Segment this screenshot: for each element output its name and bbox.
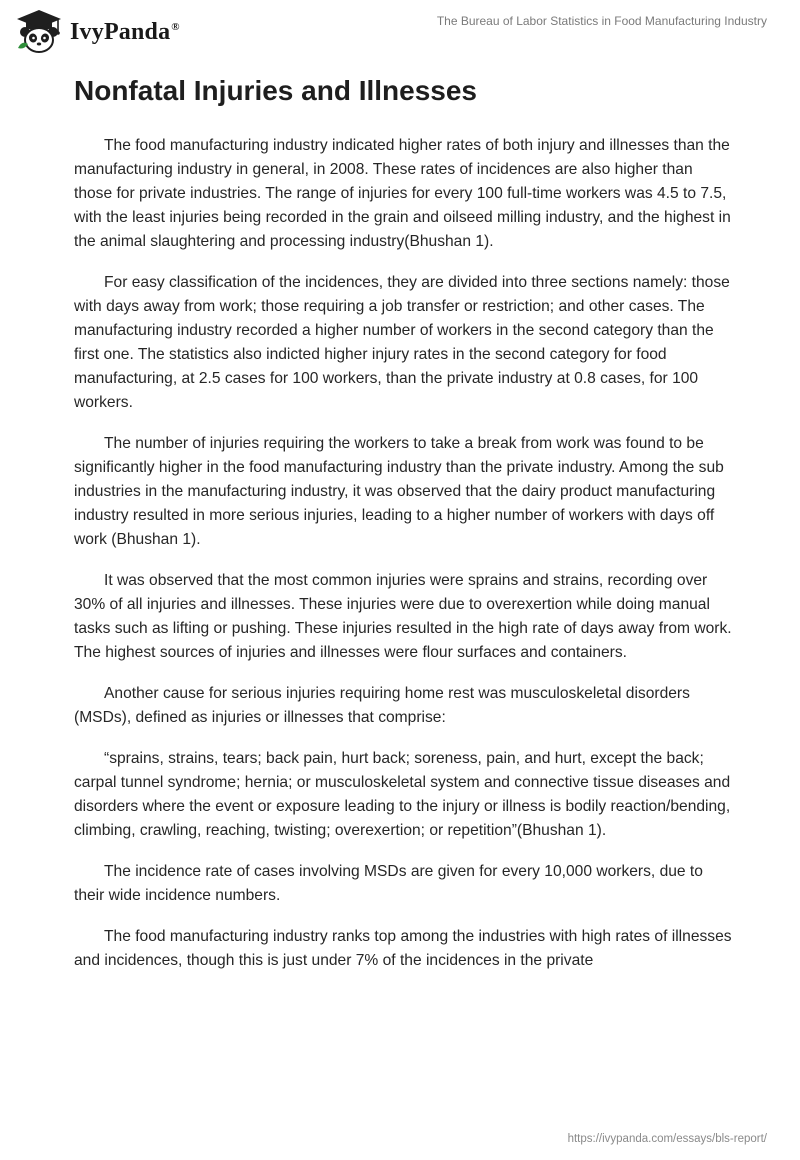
- document-title: The Bureau of Labor Statistics in Food Manufacturing Industry: [436, 14, 767, 28]
- block-quote: “sprains, strains, tears; back pain, hurt back; soreness, pain, and hurt, except the back; carpal tunnel syndrome; hernia; or musculoskeletal system and connective tissue diseases and disorders where the event or exposure leading to the injury or illness is bodily reaction/bending, climbing, crawling, reaching, twisting; overexertion; or repetition”(Bhushan 1).: [74, 750, 731, 839]
- brand-logo[interactable]: [14, 8, 180, 54]
- source-url[interactable]: https://ivypanda.com/essays/bls-report/: [567, 1133, 767, 1145]
- paragraph: Another cause for serious injuries requiring home rest was musculoskeletal disorders (MSDs), defined as injuries or illnesses that comprise:: [74, 685, 690, 726]
- paragraph: For easy classification of the incidences, they are divided into three sections namely: those with days away from work; those requiring a job transfer or restriction; and other cases. The manufacturing industry recorded a higher number of workers in the second category than the first one. The statistics also indicted higher injury rates in the second category for food manufacturing, at 2.5 cases for 100 workers, than the private industry at 0.8 cases, for 100 workers.: [74, 274, 730, 411]
- page-header: [0, 0, 800, 62]
- paragraph: It was observed that the most common injuries were sprains and strains, recording over 30% of all injuries and illnesses. These injuries were due to overexertion while doing manual tasks such as lifting or pushing. These injuries resulted in the high rate of days away from work. The highest sources of injuries and illnesses were flour surfaces and containers.: [74, 572, 732, 661]
- paragraph: The food manufacturing industry indicated higher rates of both injury and illnesses than the manufacturing industry in general, in 2008. These rates of incidences are also higher than those for private industries. The range of injuries for every 100 full-time workers was 4.5 to 7.5, with the least injuries being recorded in the grain and oilseed milling industry, and the highest in the animal slaughtering and processing industry(Bhushan 1).: [74, 137, 731, 250]
- section-heading: Nonfatal Injuries and Illnesses: [74, 75, 478, 106]
- panda-graduate-icon: [14, 8, 64, 54]
- registered-mark: ®: [171, 20, 180, 33]
- brand-name: IvyPanda®: [70, 18, 180, 45]
- paragraph: The number of injuries requiring the workers to take a break from work was found to be significantly higher in the food manufacturing industry than the private industry. Among the sub industries in the manufacturing industry, it was observed that the dairy product manufacturing industry resulted in more serious injuries, leading to a higher number of workers with days off work (Bhushan 1).: [74, 435, 724, 548]
- paragraph: The incidence rate of cases involving MSDs are given for every 10,000 workers, due to their wide incidence numbers.: [74, 863, 703, 904]
- paragraph: The food manufacturing industry ranks top among the industries with high rates of illnesses and incidences, though this is just under 7% of the incidences in the private: [74, 928, 732, 969]
- article-body: [74, 134, 734, 990]
